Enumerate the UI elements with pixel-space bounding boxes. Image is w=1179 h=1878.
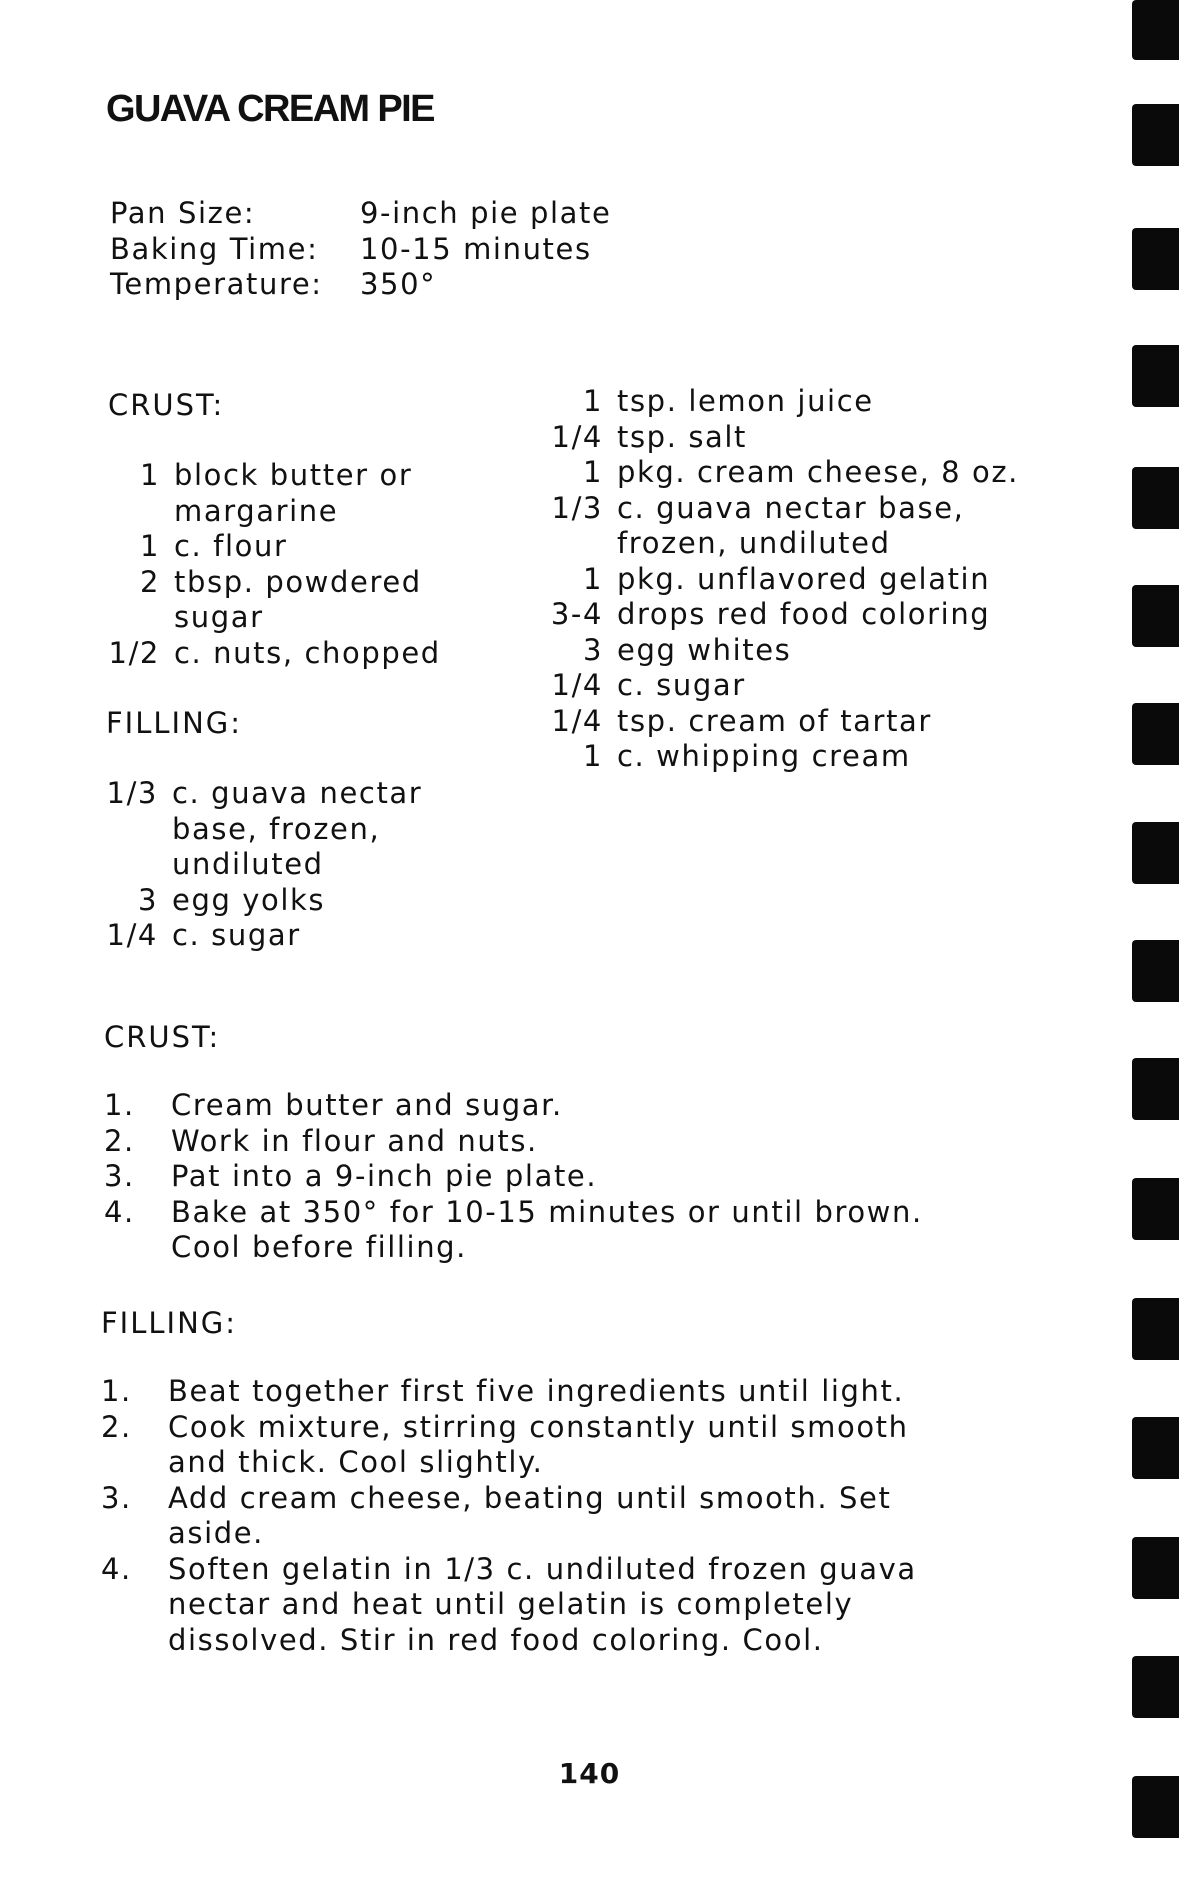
step-number: 1. [104, 1088, 135, 1122]
ingredient-qty: 1/3 [551, 490, 603, 525]
info-row-temperature [110, 267, 611, 303]
ingredient-item [545, 633, 1020, 669]
binding-hole [1132, 1656, 1179, 1718]
ingredient-text: pkg. cream cheese, 8 oz. [617, 455, 1020, 489]
step-item [104, 1124, 964, 1160]
directions-crust-heading: CRUST: [104, 1020, 221, 1054]
binding-hole [1132, 585, 1179, 647]
binding-hole [1132, 1537, 1179, 1599]
ingredient-item [545, 455, 1020, 491]
binding-hole [1132, 940, 1179, 1002]
ingredient-text: c. nuts, chopped [174, 635, 441, 670]
ingredient-qty: 1 [582, 561, 603, 596]
binding-hole [1132, 1298, 1179, 1360]
ingredient-qty: 1/3 [106, 776, 158, 810]
ingredient-qty: 1 [582, 739, 603, 773]
filling-ingredient-list-right [545, 384, 1020, 775]
info-value: 350° [360, 267, 437, 301]
binding-hole [1132, 1776, 1179, 1838]
filling-steps [101, 1374, 961, 1658]
ingredient-text: c. sugar [617, 668, 746, 702]
step-number: 4. [104, 1194, 135, 1229]
info-row-pan-size [110, 196, 611, 232]
binding-hole [1132, 703, 1179, 765]
binding-hole [1132, 822, 1179, 884]
ingredient-item [106, 918, 446, 954]
binding-hole [1132, 104, 1179, 166]
binding-hole [1132, 1178, 1179, 1240]
info-row-baking-time [110, 232, 611, 268]
info-value: 10-15 minutes [360, 231, 592, 266]
step-item [104, 1159, 964, 1195]
step-text: Cream butter and sugar. [171, 1088, 563, 1122]
step-item [101, 1552, 961, 1659]
binding-hole [1132, 228, 1179, 290]
ingredient-qty: 1/4 [551, 703, 603, 738]
ingredient-qty: 1 [582, 384, 603, 418]
ingredient-text: tsp. salt [617, 419, 748, 454]
info-label: Baking Time: [110, 231, 319, 266]
recipe-title: GUAVA CREAM PIE [106, 88, 434, 130]
ingredient-text: tsp. lemon juice [617, 384, 874, 418]
step-item [101, 1481, 961, 1552]
info-label: Pan Size: [110, 196, 256, 230]
ingredient-item [108, 529, 488, 565]
ingredient-qty: 1 [139, 529, 160, 563]
baking-info [110, 196, 611, 303]
ingredient-item [106, 776, 446, 883]
ingredient-qty: 1/2 [108, 635, 160, 670]
ingredient-qty: 1 [582, 455, 603, 489]
ingredient-item [108, 458, 488, 529]
ingredient-text: c. guava nectar base, frozen, undiluted [172, 776, 423, 881]
ingredients-crust-heading: CRUST: [108, 388, 225, 422]
ingredient-text: tbsp. powdered sugar [174, 564, 422, 634]
ingredient-item [545, 384, 1020, 420]
ingredient-qty: 1 [139, 458, 160, 492]
page-number: 140 [558, 1757, 621, 1790]
filling-ingredient-list-left [106, 776, 446, 954]
directions-filling-heading: FILLING: [101, 1306, 238, 1340]
step-text: Add cream cheese, beating until smooth. Set aside. [168, 1480, 892, 1550]
spiral-binding [1120, 0, 1179, 1878]
ingredient-text: pkg. unflavored gelatin [617, 561, 991, 596]
info-value: 9-inch pie plate [360, 196, 612, 230]
ingredient-item [545, 491, 1020, 562]
ingredient-text: block butter or margarine [174, 458, 413, 528]
step-number: 3. [104, 1159, 135, 1193]
step-text: Work in flour and nuts. [171, 1123, 538, 1158]
ingredient-item [108, 565, 488, 636]
ingredient-qty: 1/4 [551, 668, 603, 702]
ingredient-qty: 3-4 [550, 597, 603, 631]
ingredient-text: tsp. cream of tartar [617, 703, 932, 738]
ingredient-item [545, 420, 1020, 456]
step-item [101, 1374, 961, 1410]
step-item [101, 1410, 961, 1481]
info-label: Temperature: [110, 267, 323, 301]
crust-ingredient-list [108, 458, 488, 671]
crust-steps [104, 1088, 964, 1266]
ingredient-text: c. whipping cream [617, 739, 911, 773]
step-item [104, 1088, 964, 1124]
ingredient-qty: 3 [582, 632, 603, 667]
step-text: Soften gelatin in 1/3 c. undiluted frozen guava nectar and heat until gelatin is completely dissolved. Stir in red food coloring. Cool. [168, 1551, 917, 1657]
ingredient-qty: 1/4 [551, 419, 603, 454]
binding-hole [1132, 345, 1179, 407]
ingredient-text: c. flour [174, 529, 288, 563]
ingredients-filling-heading: FILLING: [106, 706, 243, 740]
ingredient-item [545, 562, 1020, 598]
ingredient-text: c. guava nectar base, frozen, undiluted [617, 490, 965, 560]
step-number: 2. [104, 1123, 135, 1158]
step-text: Beat together first five ingredients until light. [168, 1374, 905, 1408]
ingredient-item [545, 668, 1020, 704]
step-text: Pat into a 9-inch pie plate. [171, 1159, 598, 1193]
step-text: Cook mixture, stirring constantly until smooth and thick. Cool slightly. [168, 1409, 909, 1479]
ingredient-item [108, 636, 488, 672]
ingredient-qty: 3 [137, 882, 158, 917]
ingredient-item [545, 739, 1020, 775]
binding-hole [1132, 1058, 1179, 1120]
step-number: 2. [101, 1409, 132, 1444]
ingredient-text: drops red food coloring [617, 597, 991, 631]
step-text: Bake at 350° for 10-15 minutes or until brown. Cool before filling. [171, 1194, 923, 1264]
ingredient-item [545, 704, 1020, 740]
step-item [104, 1195, 964, 1266]
step-number: 1. [101, 1374, 132, 1408]
ingredient-text: c. sugar [172, 918, 301, 952]
ingredient-qty: 2 [139, 564, 160, 599]
binding-hole [1132, 0, 1179, 60]
ingredient-item [106, 883, 446, 919]
step-number: 3. [101, 1480, 132, 1515]
ingredient-item [545, 597, 1020, 633]
binding-hole [1132, 467, 1179, 529]
ingredient-text: egg whites [617, 632, 792, 667]
binding-hole [1132, 1417, 1179, 1479]
ingredient-text: egg yolks [172, 882, 326, 917]
step-number: 4. [101, 1551, 132, 1586]
ingredient-qty: 1/4 [106, 918, 158, 952]
